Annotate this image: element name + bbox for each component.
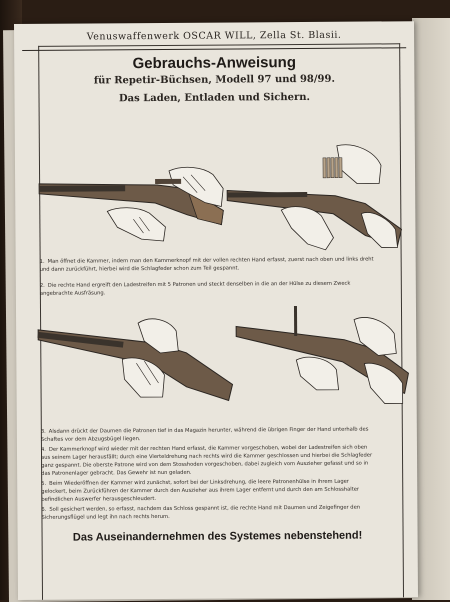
step-number: 4. [40,446,46,453]
firm-header: Venuswaffenwerk OSCAR WILL, Zella St. Blasii. [86,29,342,43]
step-text: Der Kammerknopf wird wieder mit der rechten Hand erfasst, die Kammer vorgeschoben, wobei der Ladestreifen sich oben aus seinem Lager herausfällt; durch eine Vierteldrehung nach rechts wird die Kammer geschlossen und hierbei die Schlagfeder ganz gespannt. Die oberste Patrone wird von dem Stosshoden vorgeschoben, dabei zugleich vom Auszieher gefasst und so in das Patronenlager gebracht. Das Gewehr ist nun geladen. [41,444,373,477]
step-number: 3. [40,428,46,435]
footer-note: Das Auseinandernehmen des Systemes nebenstehend! [72,529,363,544]
illustration-press-cartridges [36,304,237,425]
step-3 [41,425,375,443]
step-text: Beim Wiederöffnen der Kammer wird zunächst, sofort bei der Linksdrehung, die leere Patronenhülse in ihrem Lager gelockert, beim Zurückführen der Kammer durch den Auszieher aus ihrem Lager entfernt und durch den am Schlosshalter befindlichen Auswerfer herausgeschleudert. [41,478,360,503]
page-subtitle: für Repetir-Büchsen, Modell 97 und 98/99. [93,73,335,87]
step-number: 1. [39,258,45,265]
step-number: 6. [41,506,47,513]
step-text: Man öffnet die Kammer, indem man den Kammerknopf mit der vollen rechten Hand erfasst, zuerst nach oben und links dreht und dann zurückführt, hierbei wird die Schlagfeder schon zum Teil gespannt. [39,256,374,273]
illustration-close-bolt [234,303,411,420]
step-2 [40,279,374,297]
page-title: Gebrauchs-Anweisung [132,54,297,73]
illustration-insert-clip [225,143,406,262]
step-text: Alsdann drückt der Daumen die Patronen tief in das Magazin herunter, während die übrigen Finger der Hand unterhalb des Schaftes vor dem Abzugsbügel liegen. [40,426,369,443]
illustration-open-bolt [37,115,228,251]
step-4 [41,443,375,477]
facing-page [412,18,450,600]
document-page [14,21,418,600]
step-5 [41,477,375,503]
step-text: Die rechte Hand ergreift den Ladestreifen mit 5 Patronen und steckt denselben in die an der Hülse zu diesem Zweck angebrachte Ausfräsung. [39,280,351,297]
step-text: Soll gesichert werden, so erfasst, nachdem das Schloss gespannt ist, die rechte Hand mit Daumen und Zeigefinger den Sicherungsflügel und legt ihn nach rechts herum. [41,504,361,521]
step-1 [40,255,374,273]
section-heading: Das Laden, Entladen und Sichern. [118,91,311,105]
step-6 [41,503,375,521]
step-number: 5. [41,480,47,487]
step-number: 2. [39,282,45,289]
